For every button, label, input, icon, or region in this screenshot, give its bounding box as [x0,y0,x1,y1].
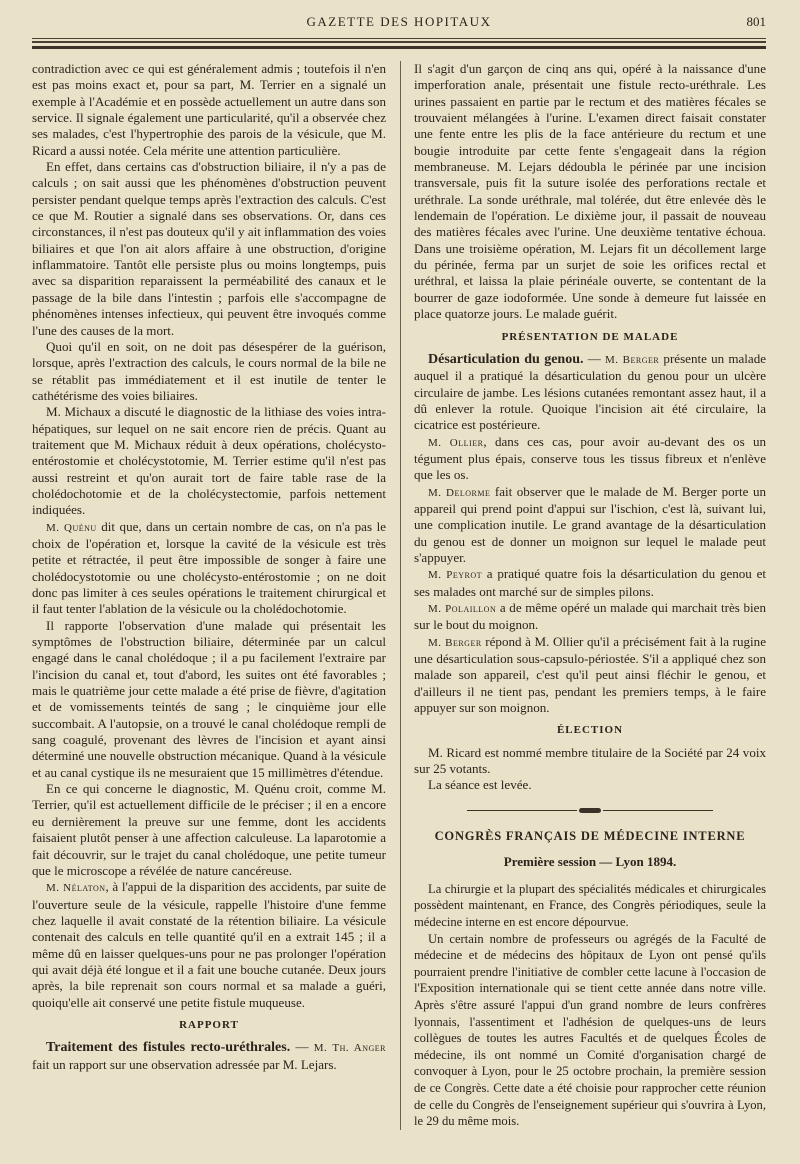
paragraph [414,634,766,717]
paragraph: La chirurgie et la plupart des spécialités médicales et chirurgicales possèdent maintenant, en France, des Congrès périodiques, seule la médecine interne en est encore dépourvue. [414,881,766,929]
paragraph: contradiction avec ce qui est généralement admis ; toutefois il n'en est pas moins exact et, pour sa part, M. Terrier en a signalé un exemple à l'Académie et en possède actuellement un autre dans son service. Il signale également une particularité, qu'il a observée chez ses malades, c'est l'hypertrophie des parois de la vésicule, que M. Ricard a aussi notée. Cela mérite une attention particulière. [32,61,386,158]
page-number: 801 [746,14,766,29]
page-header [32,8,766,32]
paragraph: En effet, dans certains cas d'obstruction biliaire, il n'y a pas de calculs ; on sait aussi que les phénomènes d'obstruction peuvent persister pendant quelque temps après l'extraction des calculs. C'est ce que M. Routier a signalé dans ses observations. Or, dans ces circonstances, il n'est pas douteux qu'il y ait inflammation des voies biliaires et que l'on ait alors affaire à une obstruction, d'origine inflammatoire. Tantôt elle persiste plus ou moins longtemps, puis avec sa disparition reparaissent la perméabilité des canaux et le passage de la bile dans l'intestin ; parfois elle s'accompagne de phénomènes intenses infectieux, qui peuvent être invoqués comme l'une des causes de la mort. [32,159,386,338]
speaker-name: M. Th. Anger [313,1042,386,1055]
paragraph [414,351,766,434]
paragraph-text: a de même opéré un malade qui marchait très bien sur le bout du moignon. [414,600,766,633]
paragraph [414,600,766,634]
paragraph-text: présente un malade auquel il a pratiqué la désarticulation du genou pour un ulcère circulaire de jambe. Les lésions cutanées remontant assez haut, il a dû enlever la rotule. Quoique l'incision ait été circulaire, la cicatrice est postérieure. [414,350,767,433]
congress-title: CONGRÈS FRANÇAIS DE MÉDECINE INTERNE [434,829,746,844]
paragraph-text: fait un rapport sur une observation adressée par M. Lejars. [32,1056,337,1072]
speaker-name: M. Berger [604,353,660,366]
paragraph: En ce qui concerne le diagnostic, M. Quénu croit, comme M. Terrier, qu'il est actuellement difficile de le préciser ; il en a encore eu dernièrement la preuve sur une femme, dont les accidents faisaient plutôt penser à une affection calculeuse. La laparotomie a fait découvrir, sur le trajet du canal cholédoque, une petite tumeur que le microscope a révélée de nature cancéreuse. [32,781,386,878]
paragraph-text: a pratiqué quatre fois la désarticulation du genou et ses malades ont marché sur de simples pilons. [414,566,766,599]
paragraph-text: répond à M. Ollier qu'il a précisément fait à la rugine une désarticulation sous-capsulo-périostée. S'il a appliqué chez son malade son appareil, c'est qu'il peut ainsi fléchir le genou, et d'ailleurs il ne tient pas, pendant les premiers temps, à le faire appuyer sur son moignon. [414,633,766,716]
article-columns [32,61,766,1130]
paragraph [414,566,766,600]
speaker-name: M. Delorme [428,486,491,499]
paragraph: M. Ricard est nommé membre titulaire de la Société par 24 voix sur 25 votants. [414,744,766,777]
header-rule-thick [32,46,766,49]
left-column [32,61,386,1130]
dash: — [290,1039,314,1055]
paragraph [32,1039,386,1073]
paragraph [414,484,766,567]
report-title: Traitement des fistules recto-uréthrales. [46,1040,291,1056]
column-divider [400,61,401,1130]
paragraph: La séance est levée. [428,777,532,793]
speaker-name: M. Quénu [46,521,97,534]
section-heading-presentation: PRÉSENTATION DE MALADE [501,330,679,343]
paragraph-text: fait observer que le malade de M. Berger porte un appareil qui prend point d'appui sur l'ischion, c'est là, suivant lui, une complication inutile. Le grand avantage de la désarticulation du genou est de donner un moignon sur lequel le malade peut s'appuyer. [414,483,766,565]
session-title: Première session — Lyon 1894. [503,854,677,870]
speaker-name: M. Polaillon [428,603,497,615]
paragraph: M. Michaux a discuté le diagnostic de la lithiase des voies intra-hépatiques, sur lequel on ne sait encore rien de précis. Quant au traitement que M. Michaux réduit à deux opérations, cholécysto-entérostomie et cholécystotomie, M. Terrier estime qu'il n'est pas aussi restreint et qu'on aurait tort de faire table rase de la cholédochotomie et de la cholécystectomie, parfois nettement indiquées. [32,404,386,518]
section-heading-rapport: RAPPORT [179,1018,239,1031]
section-heading-election: ÉLECTION [556,724,624,737]
speaker-name: M. Ollier [428,436,484,449]
paragraph: Il s'agit d'un garçon de cinq ans qui, opéré à la naissance d'une imperforation anale, présentait une fistule recto-uréthrale. Les urines passaient en partie par le rectum et des matières fécales se trouvaient mélangées à l'urine. L'examen direct faisait constater une fente entre les plis de la face antérieure du rectum et une bougie introduite par cette fente s'engageait dans la région membraneuse. M. Lejars dédoubla le périnée par une incision transversale, puis fit la suture isolée des perforations rectale et uréthrale. La sonde uréthrale, mal tolérée, dut être enlevée dès le lendemain de l'opération. Le dixième jour, il passait de nouveau des matières fécales avec l'urine. Une deuxième tentative échoua. Dans une troisième opération, M. Lejars fit un décollement large du périnée, ferma par un surjet de soie les orifices rectal et uréthral, et laissa la plaie périnéale ouverte, se contentant de la bourrer de gaze iodoformée. Une sonde à demeure fut laissée en place quatorze jours. Le malade guérit. [414,61,766,322]
paragraph [32,879,386,1011]
running-title: GAZETTE DES HOPITAUX [306,14,492,29]
paragraph [414,434,766,484]
paragraph: Un certain nombre de professeurs ou agrégés de la Faculté de médecine et de médecins des hôpitaux de Lyon ont pensé qu'ils pourraient prendre l'initiative de combler cette lacune à l'occasion de l'Exposition internationale qui se tient cette année dans notre ville. Après s'être assuré l'appui d'un grand nombre de leurs confrères lyonnais, l'assentiment et l'adhésion de quelques-uns de leurs collègues de toutes les autres Facultés et de quelques Écoles de médecine, ils ont nommé un Comité d'organisation chargé de convoquer à Lyon, pour le 25 octobre prochain, la première session de ce Congrès. Cette date a été choisie pour rapprocher cette réunion de celle du Congrès de l'enseignement supérieur qui s'ouvrira à Lyon, le 29 du même mois. [414,931,766,1129]
paragraph [32,519,386,618]
paragraph: Quoi qu'il en soit, on ne doit pas désespérer de la guérison, lorsque, après l'extraction des calculs, le cours normal de la bile ne se rétablit pas immédiatement et il est inutile de tenter le cathétérisme des voies biliaires. [32,338,386,403]
right-column [414,61,766,1130]
header-rule [32,38,766,43]
dash: — [583,350,605,366]
paragraph: Il rapporte l'observation d'une malade qui présentait les symptômes de l'obstruction biliaire, déterminée par un calcul engagé dans le canal cholédoque ; il a pu facilement l'extraire par l'incision du canal et, tout d'abord, les suites ont été favorables ; mais le quatrième jour cette malade a été prise de fièvre, d'agitation et de vomissements teintés de sang ; le cinquième jour elle succombait. A l'autopsie, on a trouvé le canal cholédoque rempli de sang coagulé, provenant des lèvres de l'incision et ayant ainsi déterminé une nouvelle obstruction mécanique. Quand à la vésicule et au canal cystique ils ne mesuraient que 15 millimètres d'étendue. [32,617,386,780]
presentation-title: Désarticulation du genou. [428,351,584,367]
ornamental-rule [414,802,766,818]
speaker-name: M. Berger [428,636,482,649]
speaker-name: M. Peyrot [428,569,483,582]
paragraph-text: dit que, dans un certain nombre de cas, on n'a pas le choix de l'opération et, lorsque la cavité de la vésicule est très petite et rétractée, il peut être impossible de songer à faire une cholédocystotomie ou une cholécysto-entérostomie ; on ne doit donc pas limiter à ces seules opérations le traitement chirurgical et il faut tenter l'ablation de la vésicule ou la cholédochotomie. [32,518,386,617]
paragraph-text: , dans ces cas, pour avoir au-devant des os un tégument plus épais, conserve tous les tissus fibreux et n'enlève que les os. [414,433,766,483]
paragraph-text: , à l'appui de la disparition des accidents, par suite de l'ouverture seule de la vésicule, rappelle l'histoire d'une femme chez laquelle il avait constaté de la rétention biliaire. La vésicule contenait des calculs en telle quantité qu'il en a extrait 145 ; il a même dû en laisser quelques-uns pour ne pas prolonger l'opération qui avait déjà été longue et il a fait une bouche cutanée. Deux jours après, la bile reprenait son cours normal et sa malade a guéri, quoiqu'elle ait conservé une petite fistule muqueuse. [32,879,386,1010]
speaker-name: M. Nélaton [46,882,106,895]
